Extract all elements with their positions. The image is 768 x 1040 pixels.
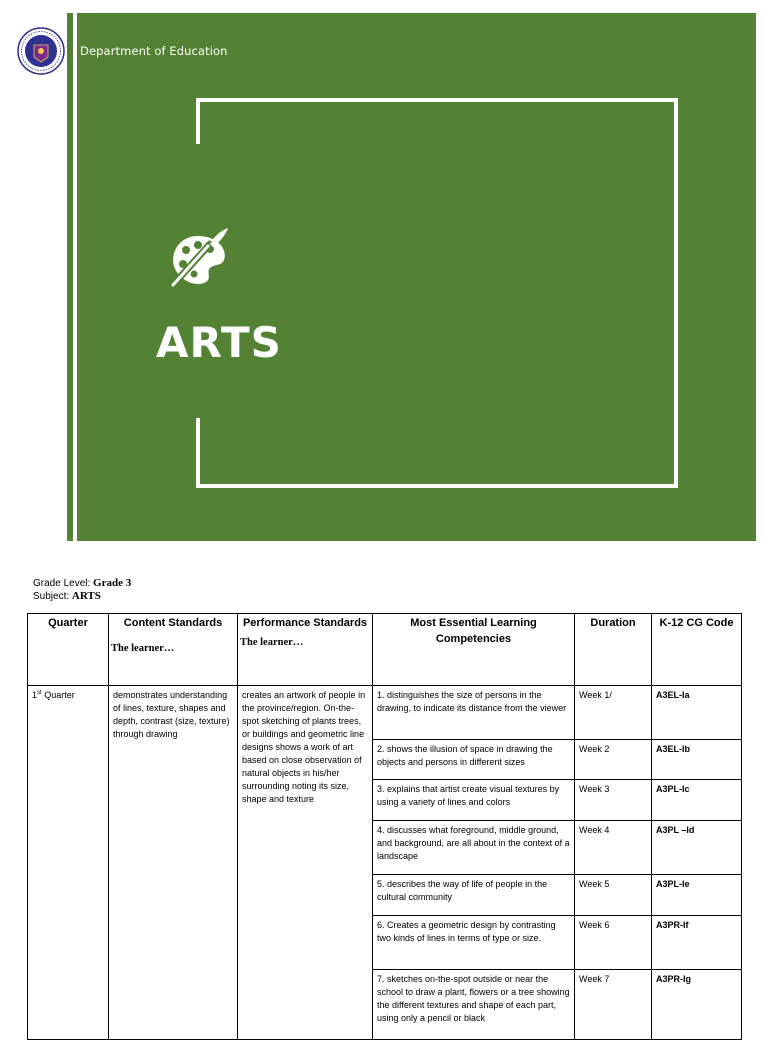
quarter-cell (28, 686, 109, 1040)
deped-seal-icon (17, 27, 65, 75)
palette-icon (166, 226, 232, 292)
duration-cell (575, 970, 652, 1040)
header-code: K-12 CG Code (652, 614, 742, 686)
performance-standard-text: creates an artwork of people in the province/region. On-the-spot sketching of plants trees, or buildings and geometric line designs shows a work of art based on close observation of natural objects in his/her surrounding noting its size, shape and texture (242, 690, 366, 804)
competency-cell (373, 780, 575, 821)
grade-value: Grade 3 (93, 577, 132, 589)
competency-cell (373, 916, 575, 970)
table-header-row (28, 614, 742, 686)
header-content-label: Content Standards (123, 617, 223, 629)
code-text: A3PL –Id (656, 825, 695, 835)
competency-cell (373, 875, 575, 916)
quarter-suffix: st (37, 690, 42, 696)
code-text: A3PR-Ig (656, 974, 692, 984)
competency-cell (373, 970, 575, 1040)
competency-cell (373, 686, 575, 740)
competency-text: 3. explains that artist create visual textures by using a variety of lines and colors (377, 784, 560, 807)
duration-text: Week 5 (579, 879, 610, 889)
code-cell (652, 916, 742, 970)
competency-text: 2. shows the illusion of space in drawing the objects and persons in different sizes (377, 744, 553, 767)
competency-text: 7. sketches on-the-spot outside or near the school to draw a plant, flowers or a tree showing the different textures and shape of each part, using only a pencil or black (377, 974, 570, 1023)
competency-cell (373, 740, 575, 780)
duration-cell (575, 821, 652, 875)
competency-cell (373, 821, 575, 875)
content-standard-cell (109, 686, 238, 1040)
code-cell (652, 740, 742, 780)
grade-level (33, 577, 131, 589)
code-text: A3EL-Ib (656, 744, 691, 754)
table-row (28, 686, 742, 740)
subject (33, 590, 101, 602)
duration-text: Week 4 (579, 825, 610, 835)
curriculum-table (27, 613, 742, 1040)
header-content-sub: The learner… (111, 643, 175, 654)
duration-cell (575, 780, 652, 821)
header-melc: Most Essential Learning Competencies (373, 614, 575, 686)
duration-text: Week 6 (579, 920, 610, 930)
quarter-number: 1 (32, 690, 38, 700)
subject-label: Subject: (33, 591, 70, 602)
cover-divider (73, 13, 77, 541)
frame-line (196, 98, 678, 102)
duration-cell (575, 686, 652, 740)
code-cell (652, 970, 742, 1040)
grade-label: Grade Level: (33, 578, 91, 589)
header-duration: Duration (575, 614, 652, 686)
duration-text: Week 1/ (579, 690, 612, 700)
header-performance-label: Performance Standards (242, 617, 368, 629)
competency-text: 1. distinguishes the size of persons in the drawing, to indicate its distance from the viewer (377, 690, 567, 713)
header-content-standards (109, 614, 238, 686)
duration-cell (575, 916, 652, 970)
code-text: A3PL-Ie (656, 879, 690, 889)
duration-cell (575, 875, 652, 916)
quarter-word: Quarter (41, 690, 75, 700)
frame-line (674, 98, 678, 488)
frame-line (196, 98, 200, 144)
competency-text: 5. describes the way of life of people in the cultural community (377, 879, 548, 902)
duration-text: Week 2 (579, 744, 610, 754)
competency-text: 6. Creates a geometric design by contrasting two kinds of lines in terms of type or size. (377, 920, 556, 943)
header-performance-sub: The learner… (240, 637, 304, 648)
frame-line (196, 484, 678, 488)
header-performance-standards (238, 614, 373, 686)
content-standard-text: demonstrates understanding of lines, texture, shapes and depth, contrast (size, texture) through drawing (113, 690, 230, 739)
frame-line (196, 418, 200, 488)
competency-text: 4. discusses what foreground, middle ground, and background, are all about in the context of a landscape (377, 825, 570, 861)
code-cell (652, 875, 742, 916)
cover-title: ARTS (156, 318, 282, 367)
duration-text: Week 7 (579, 974, 610, 984)
code-text: A3EL-Ia (656, 690, 690, 700)
duration-cell (575, 740, 652, 780)
code-cell (652, 780, 742, 821)
department-name: Department of Education (80, 44, 228, 58)
code-cell (652, 821, 742, 875)
duration-text: Week 3 (579, 784, 610, 794)
code-text: A3PL-Ic (656, 784, 690, 794)
code-text: A3PR-If (656, 920, 689, 930)
subject-value: ARTS (71, 590, 101, 602)
code-cell (652, 686, 742, 740)
performance-standard-cell (238, 686, 373, 1040)
header-quarter: Quarter (28, 614, 109, 686)
